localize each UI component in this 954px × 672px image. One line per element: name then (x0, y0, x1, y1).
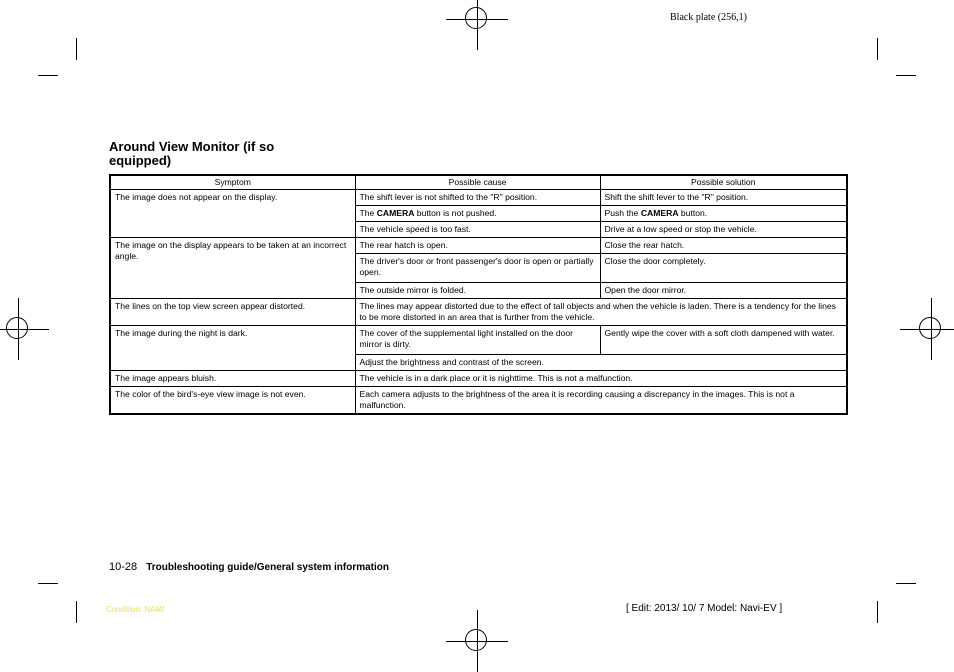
crop-mark (877, 38, 878, 60)
table-row (110, 371, 847, 387)
crop-mark (76, 38, 77, 60)
section-title: Around View Monitor (if so equipped) (109, 139, 275, 168)
column-header-cause: Possible cause (355, 175, 600, 190)
table-header-row (110, 175, 847, 190)
cause-text: button is not pushed. (414, 208, 497, 218)
footer-section-name: Troubleshooting guide/General system information (146, 562, 390, 573)
condition-label: Condition: NAM/ (106, 605, 165, 614)
crop-mark (896, 75, 916, 76)
solution-text: button. (678, 208, 708, 218)
table-row (110, 238, 847, 254)
registration-mark-top (446, 0, 508, 50)
crop-mark (38, 583, 58, 584)
plate-label: Black plate (256,1) (670, 12, 747, 23)
troubleshooting-table (109, 174, 848, 415)
solution-cell: Close the door completely. (600, 254, 847, 283)
cause-solution-cell: Each camera adjusts to the brightness of the area it is recording causing a discrepancy in the images. This is not a malfunction. (355, 387, 847, 415)
column-header-symptom: Symptom (110, 175, 355, 190)
solution-cell: Gently wipe the cover with a soft cloth dampened with water. (600, 326, 847, 355)
cause-solution-cell: The lines may appear distorted due to the effect of tall objects and when the vehicle is laden. There is a tendency for the lines to be more distorted in an area that is further from the vehicle. (355, 299, 847, 326)
page-footer (109, 561, 389, 573)
cause-cell: The outside mirror is folded. (355, 283, 600, 299)
symptom-cell: The image on the display appears to be taken at an incorrect angle. (110, 238, 355, 299)
cause-solution-cell: Adjust the brightness and contrast of the screen. (355, 355, 847, 371)
crop-mark (38, 75, 58, 76)
table-row (110, 326, 847, 355)
symptom-cell: The color of the bird's-eye view image is not even. (110, 387, 355, 415)
table-row (110, 387, 847, 415)
solution-cell: Shift the shift lever to the "R" position. (600, 190, 847, 206)
camera-button-label: CAMERA (376, 208, 415, 218)
cause-cell: The shift lever is not shifted to the "R" position. (355, 190, 600, 206)
edit-info: [ Edit: 2013/ 10/ 7 Model: Navi-EV ] (626, 603, 783, 614)
solution-cell: Close the rear hatch. (600, 238, 847, 254)
table-row (110, 299, 847, 326)
symptom-cell: The image does not appear on the display. (110, 190, 355, 238)
cause-cell: The rear hatch is open. (355, 238, 600, 254)
cause-cell (355, 206, 600, 222)
column-header-solution: Possible solution (600, 175, 847, 190)
solution-cell: Open the door mirror. (600, 283, 847, 299)
cause-cell: The vehicle speed is too fast. (355, 222, 600, 238)
registration-mark-left (0, 298, 49, 360)
crop-mark (76, 601, 77, 623)
camera-button-label: CAMERA (640, 208, 679, 218)
solution-text: Push the (604, 208, 641, 218)
cause-cell: The driver's door or front passenger's door is open or partially open. (355, 254, 600, 283)
registration-mark-right (900, 298, 954, 360)
cause-text: The (359, 208, 377, 218)
crop-mark (896, 583, 916, 584)
page-number: 10-28 (109, 561, 138, 573)
crop-mark (877, 601, 878, 623)
cause-cell: The cover of the supplemental light installed on the door mirror is dirty. (355, 326, 600, 355)
cause-solution-cell: The vehicle is in a dark place or it is nighttime. This is not a malfunction. (355, 371, 847, 387)
symptom-cell: The image during the night is dark. (110, 326, 355, 371)
solution-cell: Drive at a low speed or stop the vehicle. (600, 222, 847, 238)
symptom-cell: The lines on the top view screen appear distorted. (110, 299, 355, 326)
symptom-cell: The image appears bluish. (110, 371, 355, 387)
registration-mark-bottom (446, 610, 508, 672)
table-row (110, 190, 847, 206)
solution-cell (600, 206, 847, 222)
